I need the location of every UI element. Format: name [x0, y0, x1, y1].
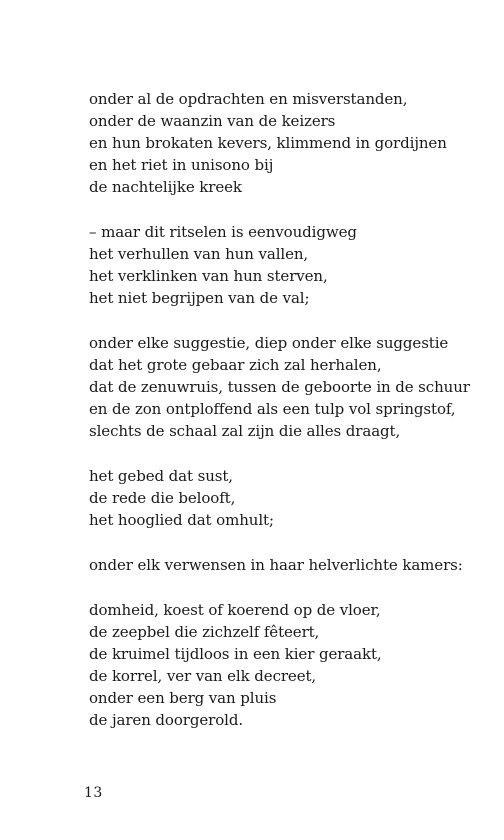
stanza-4: [89, 465, 489, 531]
poem-line: – maar dit ritselen is eenvoudigweg: [89, 223, 357, 241]
poem-line: het verklinken van hun sterven,: [89, 267, 328, 285]
stanza-2: [89, 221, 489, 309]
poem-line: onder elke suggestie, diep onder elke suggestie: [89, 334, 449, 352]
stanza-5: [89, 554, 489, 576]
stanza-6: [89, 599, 489, 731]
poem-line: de jaren doorgerold.: [89, 711, 243, 729]
poem-line: de zeepbel die zichzelf fêteert,: [89, 623, 320, 641]
poem-line: het hooglied dat omhult;: [89, 511, 274, 529]
poem-line: het niet begrijpen van de val;: [89, 289, 310, 307]
poem-line: de rede die belooft,: [89, 489, 236, 507]
poem-line: onder elk verwensen in haar helverlichte kamers:: [89, 556, 463, 574]
poem-text: [89, 88, 489, 754]
poem-line: dat het grote gebaar zich zal herhalen,: [89, 356, 382, 374]
poem-line: domheid, koest of koerend op de vloer,: [89, 601, 381, 619]
poem-line: onder de waanzin van de keizers: [89, 112, 336, 130]
poem-line: de nachtelijke kreek: [89, 178, 242, 196]
poem-line: slechts de schaal zal zijn die alles draagt,: [89, 422, 401, 440]
poem-line: dat de zenuwruis, tussen de geboorte in de schuur: [89, 378, 470, 396]
poem-line: de kruimel tijdloos in een kier geraakt,: [89, 645, 382, 663]
stanza-1: [89, 88, 489, 198]
poem-line: onder een berg van pluis: [89, 689, 277, 707]
poem-line: het verhullen van hun vallen,: [89, 245, 309, 263]
poem-line: en hun brokaten kevers, klimmend in gordijnen: [89, 134, 447, 152]
poem-line: en de zon ontploffend als een tulp vol springstof,: [89, 400, 456, 418]
stanza-3: [89, 332, 489, 442]
poem-line: het gebed dat sust,: [89, 467, 233, 485]
poem-line: de korrel, ver van elk decreet,: [89, 667, 317, 685]
poem-line: onder al de opdrachten en misverstanden,: [89, 90, 408, 108]
page-number: 13: [84, 785, 103, 801]
poem-line: en het riet in unisono bij: [89, 156, 274, 174]
